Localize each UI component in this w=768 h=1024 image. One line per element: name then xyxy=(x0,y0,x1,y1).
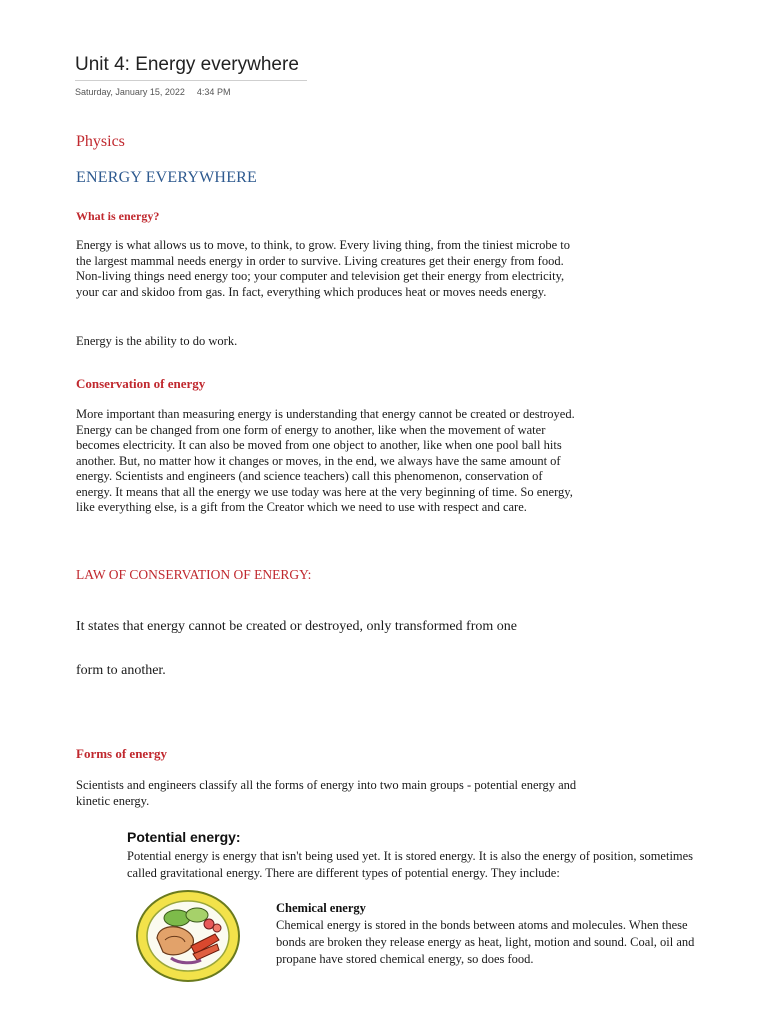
law-line-1: It states that energy cannot be created or destroyed, only transformed from one xyxy=(76,619,517,634)
page-title: Unit 4: Energy everywhere xyxy=(75,54,307,81)
potential-energy-title: Potential energy: xyxy=(127,829,241,845)
energy-definition: Energy is the ability to do work. xyxy=(76,334,238,348)
law-line-2: form to another. xyxy=(76,663,166,678)
potential-energy-text: Potential energy is energy that isn't being used yet. It is stored energy. It is also the energy of position, sometimes called gravitational energy. There are different types of potential energy. They include: xyxy=(127,849,694,880)
conservation-paragraph: More important than measuring energy is understanding that energy cannot be created or destroyed. Energy can be changed from one form of energy to another, like when the movement of water becomes electricity. It can also be moved from one object to another, like when one pool ball hits another. But, no matter how it changes or moves, in the end, we always have the same amount of energy. Scientists and engineers (and science teachers) call this phenomenon, conservation of energy. It means that all the energy we use today was here at the very beginning of time. So energy, like everything else, is a gift from the Creator which we need to use with respect and care. xyxy=(76,407,575,514)
page-timestamp xyxy=(75,87,230,97)
food-plate-icon xyxy=(135,888,241,984)
main-heading: ENERGY EVERYWHERE xyxy=(76,169,258,186)
what-is-energy-heading: What is energy? xyxy=(76,209,160,223)
forms-heading: Forms of energy xyxy=(76,746,167,761)
page-time: 4:34 PM xyxy=(196,87,231,97)
conservation-heading: Conservation of energy xyxy=(76,376,206,391)
page-date: Saturday, January 15, 2022 xyxy=(75,87,185,97)
chemical-energy-title: Chemical energy xyxy=(276,901,366,915)
what-is-energy-paragraph: Energy is what allows us to move, to think, to grow. Every living thing, from the tiniest microbe to the largest mammal needs energy in order to survive. Living creatures get their energy from food. Non-living things need energy too; your computer and television get their energy from electricity, your car and skidoo from gas. In fact, everything which produces heat or moves needs energy. xyxy=(76,238,571,299)
chemical-energy-text: Chemical energy is stored in the bonds between atoms and molecules. When these bonds are broken they release energy as heat, light, motion and sound. Coal, oil and propane have stored chemical energy, so does food. xyxy=(276,918,695,966)
subject-heading: Physics xyxy=(76,133,125,150)
law-heading: LAW OF CONSERVATION OF ENERGY: xyxy=(76,567,312,582)
forms-paragraph: Scientists and engineers classify all the forms of energy into two main groups - potential energy and kinetic energy. xyxy=(76,778,577,808)
